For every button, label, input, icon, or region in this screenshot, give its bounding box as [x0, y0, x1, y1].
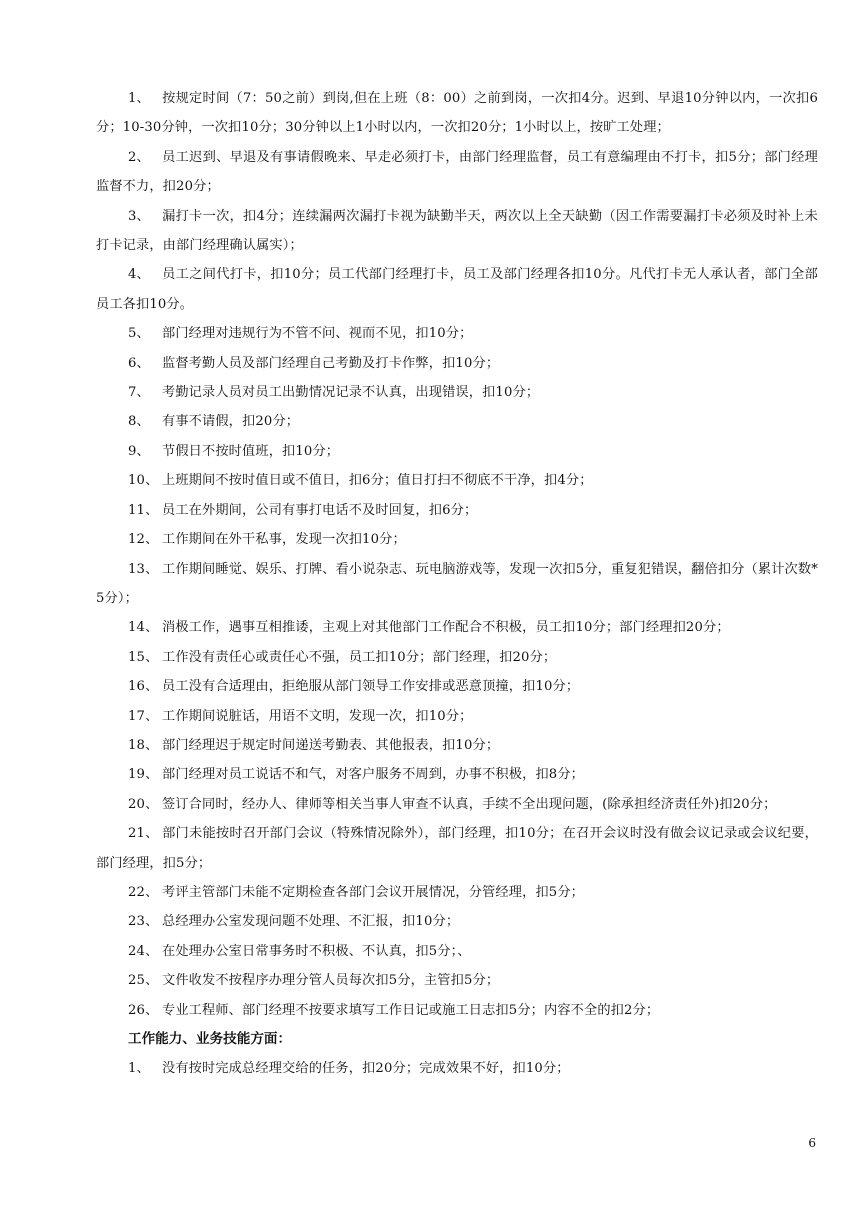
- rule-text: 按规定时间（7：50之前）到岗,但在上班（8：00）之前到岗，一次扣4分。迟到、早退10分钟以内，一次扣6分；10-30分钟，一次扣10分；30分钟以上1小时以内，一次扣20分；1小时以上，按旷工处理；: [96, 91, 818, 136]
- document-body: [96, 84, 818, 1084]
- rule-text: 文件收发不按程序办理分管人员每次扣5分，主管扣5分；: [162, 973, 500, 989]
- rule-text: 工作期间在外干私事，发现一次扣10分；: [162, 532, 406, 548]
- rule-item: [96, 143, 818, 202]
- rule-item: [96, 613, 818, 642]
- rule-number: 4、: [128, 267, 150, 283]
- rule-item: [96, 878, 818, 907]
- rule-item: [96, 349, 818, 378]
- attendance-rules-list: [96, 84, 818, 1025]
- rule-number: 19、: [128, 767, 159, 783]
- rule-item: [96, 819, 818, 878]
- rule-text: 有事不请假，扣20分；: [162, 414, 300, 430]
- rule-item: [96, 437, 818, 466]
- rule-text: 考勤记录人员对员工出勤情况记录不认真，出现错误，扣10分；: [162, 385, 540, 401]
- rule-text: 漏打卡一次，扣4分；连续漏两次漏打卡视为缺勤半天，两次以上全天缺勤（因工作需要漏打卡必须及时补上未打卡记录，由部门经理确认属实）；: [96, 208, 818, 254]
- rule-number: 24、: [128, 943, 159, 959]
- rule-text: 员工没有合适理由，拒绝服从部门领导工作安排或恶意顶撞，扣10分；: [162, 679, 580, 695]
- rule-text: 工作期间睡觉、娱乐、打牌、看小说杂志、玩电脑游戏等，发现一次扣5分，重复犯错误，翻倍扣分（累计次数*5分）；: [96, 561, 818, 606]
- rule-text: 员工在外期间，公司有事打电话不及时回复，扣6分；: [162, 502, 478, 518]
- rule-item: [96, 672, 818, 701]
- rule-number: 9、: [128, 443, 150, 459]
- rule-number: 5、: [128, 326, 150, 342]
- rule-item: [96, 790, 818, 819]
- rule-text: 部门经理对违规行为不管不问、视而不见，扣10分；: [162, 326, 473, 342]
- rule-text: 消极工作，遇事互相推诿，主观上对其他部门工作配合不积极，员工扣10分；部门经理扣20分；: [162, 620, 730, 636]
- rule-text: 节假日不按时值班，扣10分；: [162, 443, 340, 459]
- rule-text: 员工迟到、早退及有事请假晚来、早走必须打卡，由部门经理监督，员工有意编理由不打卡，扣5分；部门经理监督不力，扣20分；: [96, 149, 818, 195]
- rule-text: 上班期间不按时值日或不值日，扣6分；值日打扫不彻底不干净，扣4分；: [162, 473, 593, 489]
- rule-text: 部门经理对员工说话不和气，对客户服务不周到，办事不积极，扣8分；: [162, 767, 584, 783]
- rule-text: 签订合同时，经办人、律师等相关当事人审查不认真，手续不全出现问题，(除承担经济责任外)扣20分；: [162, 796, 777, 812]
- rule-number: 15、: [128, 649, 159, 665]
- rule-text: 工作期间说脏话，用语不文明，发现一次，扣10分；: [162, 708, 473, 724]
- rule-item: [96, 643, 818, 672]
- rule-number: 20、: [128, 796, 159, 812]
- rule-number: 1、: [128, 91, 150, 106]
- rule-item: [96, 937, 818, 966]
- rule-item: [96, 731, 818, 760]
- work-ability-rules-list: [96, 1054, 818, 1083]
- rule-item: [96, 525, 818, 554]
- rule-text: 总经理办公室发现问题不处理、不汇报，扣10分；: [162, 914, 460, 930]
- rule-text: 工作没有责任心或责任心不强，员工扣10分；部门经理，扣20分；: [162, 649, 557, 665]
- rule-text: 监督考勤人员及部门经理自己考勤及打卡作弊，扣10分；: [162, 355, 500, 371]
- rule-item: [96, 496, 818, 525]
- rule-item: [96, 760, 818, 789]
- rule-item: [96, 1054, 818, 1083]
- rule-number: 11、: [128, 502, 159, 518]
- rule-item: [96, 378, 818, 407]
- rule-number: 14、: [128, 620, 159, 636]
- rule-text: 没有按时完成总经理交给的任务，扣20分；完成效果不好，扣10分；: [162, 1061, 570, 1077]
- rule-number: 8、: [128, 414, 150, 430]
- rule-number: 23、: [128, 914, 159, 930]
- rule-number: 18、: [128, 737, 159, 753]
- rule-item: [96, 84, 818, 143]
- page-number: 6: [808, 1136, 816, 1150]
- rule-number: 21、: [128, 826, 159, 842]
- rule-item: [96, 407, 818, 436]
- rule-number: 6、: [128, 355, 150, 371]
- rule-item: [96, 996, 818, 1025]
- rule-number: 12、: [128, 532, 159, 548]
- rule-number: 13、: [128, 561, 159, 577]
- rule-text: 考评主管部门未能不定期检查各部门会议开展情况，分管经理，扣5分；: [162, 884, 584, 900]
- rule-item: [96, 966, 818, 995]
- rule-number: 7、: [128, 385, 150, 401]
- rule-item: [96, 466, 818, 495]
- rule-number: 1、: [128, 1061, 150, 1077]
- rule-text: 员工之间代打卡，扣10分；员工代部门经理打卡，员工及部门经理各扣10分。凡代打卡无人承认者，部门全部员工各扣10分。: [96, 267, 818, 312]
- rule-number: 2、: [128, 149, 150, 165]
- rule-text: 部门经理迟于规定时间递送考勤表、其他报表，扣10分；: [162, 737, 500, 753]
- rule-item: [96, 202, 818, 261]
- rule-item: [96, 702, 818, 731]
- rule-number: 10、: [128, 473, 159, 489]
- rule-text: 专业工程师、部门经理不按要求填写工作日记或施工日志扣5分；内容不全的扣2分；: [162, 1002, 660, 1018]
- section-heading: 工作能力、业务技能方面：: [128, 1031, 292, 1047]
- rule-number: 26、: [128, 1002, 159, 1018]
- rule-number: 25、: [128, 973, 159, 989]
- rule-number: 16、: [128, 679, 159, 695]
- rule-item: [96, 555, 818, 614]
- rule-number: 17、: [128, 708, 159, 724]
- rule-item: [96, 907, 818, 936]
- rule-item: [96, 319, 818, 348]
- rule-number: 3、: [128, 208, 150, 224]
- rule-text: 在处理办公室日常事务时不积极、不认真，扣5分；、: [162, 943, 471, 959]
- rule-number: 22、: [128, 884, 159, 900]
- rule-text: 部门未能按时召开部门会议（特殊情况除外），部门经理，扣10分；在召开会议时没有做会议记录或会议纪要，部门经理，扣5分；: [96, 826, 818, 871]
- rule-item: [96, 260, 818, 319]
